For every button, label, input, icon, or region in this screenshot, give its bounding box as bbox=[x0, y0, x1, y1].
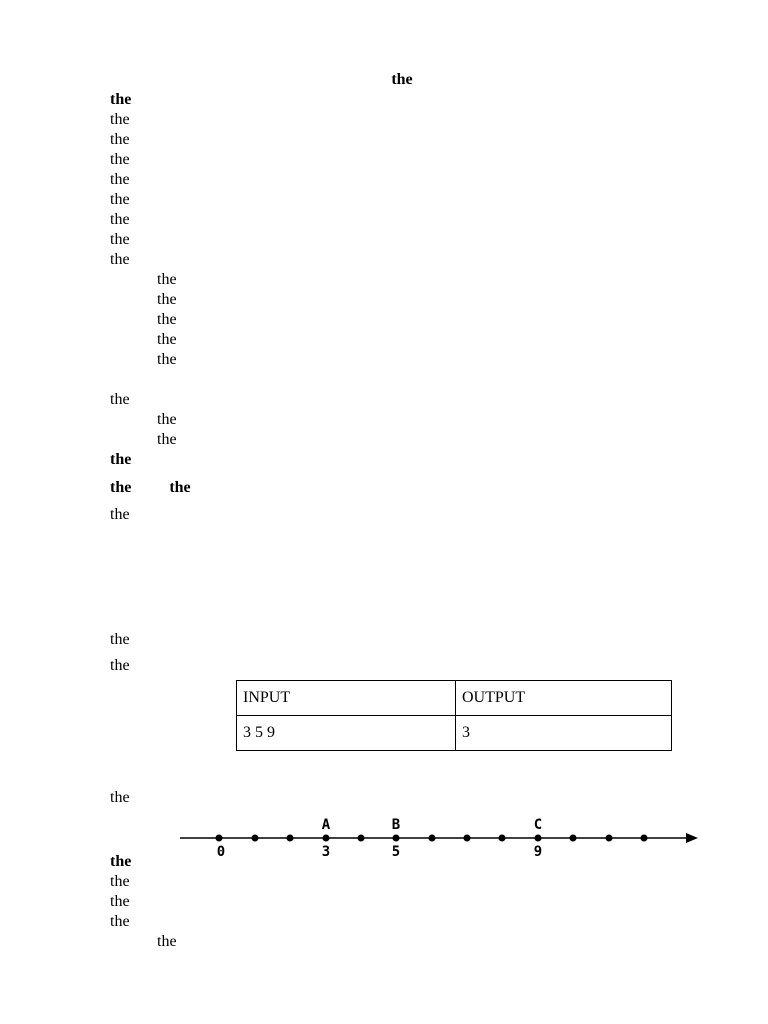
note-line: the bbox=[157, 331, 177, 348]
tick-point bbox=[393, 835, 400, 842]
tick-label-0: 0 bbox=[216, 844, 226, 860]
tick-point bbox=[606, 835, 613, 842]
exercise-title: the bbox=[110, 479, 132, 496]
guide-heading: the bbox=[110, 853, 132, 870]
note-line: the bbox=[157, 351, 177, 368]
table-row bbox=[237, 681, 672, 716]
tick-label-3: 3 bbox=[321, 844, 331, 860]
example-label: the bbox=[110, 657, 130, 674]
table-header-input: INPUT bbox=[237, 681, 456, 716]
note-line: the bbox=[110, 151, 130, 168]
section-heading-exercises: the bbox=[110, 451, 132, 468]
tick-label-9: 9 bbox=[533, 844, 543, 860]
tick-point bbox=[570, 835, 577, 842]
guide-line: the bbox=[110, 913, 130, 930]
tick-point bbox=[216, 835, 223, 842]
note-line: the bbox=[157, 411, 177, 428]
point-label-b: B bbox=[391, 817, 401, 833]
section-heading-notes: the bbox=[110, 91, 132, 108]
note-line: the bbox=[157, 271, 177, 288]
table-header-output: OUTPUT bbox=[456, 681, 672, 716]
page-title: the bbox=[391, 71, 413, 88]
note-line: the bbox=[110, 391, 130, 408]
exercise-heading bbox=[110, 478, 694, 498]
note-line: the bbox=[110, 251, 130, 268]
note-line: the bbox=[157, 431, 177, 448]
note-line: the bbox=[110, 111, 130, 128]
tick-point bbox=[287, 835, 294, 842]
exercise-file-label: the bbox=[169, 479, 191, 496]
exercise-paragraph: the bbox=[110, 506, 130, 523]
note-line: the bbox=[110, 131, 130, 148]
table-row bbox=[237, 716, 672, 751]
tick-point bbox=[641, 835, 648, 842]
number-line-arrow-icon bbox=[686, 833, 698, 843]
note-line: the bbox=[157, 291, 177, 308]
tick-point bbox=[252, 835, 259, 842]
point-label-a: A bbox=[321, 817, 331, 833]
tick-point bbox=[464, 835, 471, 842]
figure-caption: the bbox=[110, 789, 130, 806]
note-line: the bbox=[157, 311, 177, 328]
guide-line: the bbox=[110, 893, 130, 910]
tick-point bbox=[358, 835, 365, 842]
note-line: the bbox=[110, 231, 130, 248]
note-line: the bbox=[110, 191, 130, 208]
tick-point bbox=[499, 835, 506, 842]
guide-line: the bbox=[110, 873, 130, 890]
guide-line: the bbox=[157, 933, 177, 950]
tick-point bbox=[429, 835, 436, 842]
tick-point bbox=[323, 835, 330, 842]
point-label-c: C bbox=[533, 817, 543, 833]
exercise-requirement: the bbox=[110, 631, 130, 648]
table-cell-input: 3 5 9 bbox=[237, 716, 456, 751]
table-cell-output: 3 bbox=[456, 716, 672, 751]
io-example-table bbox=[236, 680, 672, 751]
tick-label-5: 5 bbox=[391, 844, 401, 860]
note-line: the bbox=[110, 171, 130, 188]
tick-point bbox=[535, 835, 542, 842]
note-line: the bbox=[110, 211, 130, 228]
